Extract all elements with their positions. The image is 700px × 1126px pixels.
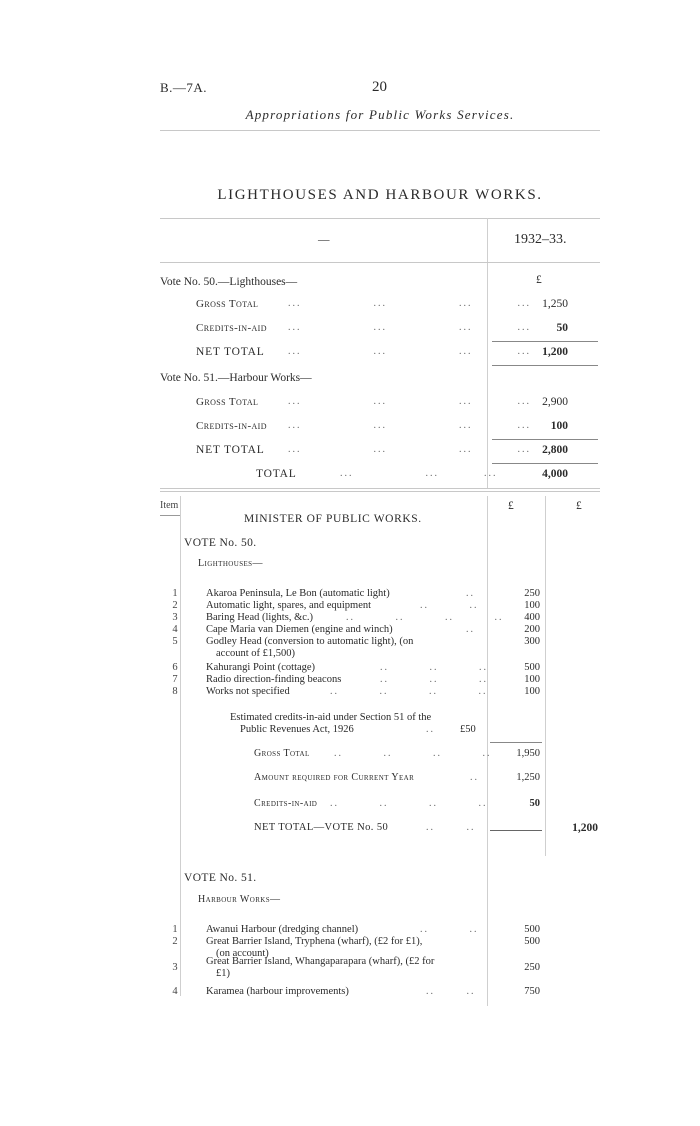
harbour-works-subheading: Harbour Works— — [198, 894, 281, 905]
vote-51-heading: VOTE No. 51. — [184, 872, 257, 884]
item-value: 400 — [524, 612, 540, 623]
page-number: 20 — [372, 79, 387, 95]
item-value: 200 — [524, 624, 540, 635]
item-description: Karamea (harbour improvements) — [206, 986, 349, 997]
item-description: Kahurangi Point (cottage) — [206, 662, 316, 673]
detail-pound-sign-1: £ — [508, 500, 514, 512]
item-column-header: Item — [160, 500, 179, 511]
item-description: Great Barrier Island, Whangaparapara (wharf), (£2 for — [206, 956, 435, 967]
estimated-credits-note: Estimated credits-in-aid under Section 51 of the — [230, 712, 432, 723]
summary-bottom-rule — [160, 488, 600, 489]
v51-gross-total-value: 2,900 — [542, 396, 568, 408]
v50-gross-total-value-detail: 1,950 — [516, 748, 540, 759]
v50-credits-value-detail: 50 — [529, 798, 540, 809]
detail-column-divider-2 — [545, 496, 546, 856]
item-value: 100 — [524, 686, 540, 697]
item-description: Radio direction-finding beacons — [206, 674, 342, 685]
item-value: 300 — [524, 636, 540, 647]
header-rule — [160, 130, 600, 131]
v51-net-total-value: 2,800 — [542, 444, 568, 456]
item-number: 8 — [172, 686, 178, 697]
section-title: LIGHTHOUSES AND HARBOUR WORKS. — [217, 187, 543, 203]
item-number: 7 — [172, 674, 178, 685]
v50-gross-total-label: Gross Total — [196, 298, 259, 310]
item-value: 500 — [524, 662, 540, 673]
item-value: 100 — [524, 674, 540, 685]
item-value: 250 — [524, 962, 540, 973]
summary-pound-sign: £ — [536, 274, 542, 286]
v51-net-total-label: NET TOTAL — [196, 444, 265, 456]
item-number: 6 — [172, 662, 178, 673]
item-description-continued: account of £1,500) — [216, 648, 296, 659]
item-value: 250 — [524, 588, 540, 599]
item-value: 750 — [524, 986, 540, 997]
item-number: 1 — [172, 588, 178, 599]
item-number: 3 — [172, 962, 178, 973]
v50-credits-value: 50 — [556, 322, 568, 334]
item-number: 4 — [172, 986, 178, 997]
vote-51-summary-label: Vote No. 51.—Harbour Works— — [160, 372, 312, 384]
v51-gross-total-label: Gross Total — [196, 396, 259, 408]
page-heading: Appropriations for Public Works Services. — [245, 107, 515, 122]
vote-50-heading: VOTE No. 50. — [184, 537, 257, 549]
item-value: 500 — [524, 924, 540, 935]
amount-required-value: 1,250 — [516, 772, 540, 783]
estimated-credits-note-continued: Public Revenues Act, 1926 — [240, 724, 354, 735]
item-number: 4 — [172, 624, 178, 635]
item-number: 2 — [172, 600, 178, 611]
item-value: 100 — [524, 600, 540, 611]
summary-column-year: 1932–33. — [514, 232, 567, 247]
summary-column-dash: — — [318, 234, 330, 246]
item-description: Godley Head (conversion to automatic light), (on — [206, 636, 414, 647]
item-number: 1 — [172, 924, 178, 935]
amount-required-label: Amount required for Current Year — [254, 772, 415, 783]
document-reference: B.—7A. — [160, 80, 208, 95]
v50-net-total-label-detail: NET TOTAL—VOTE No. 50 — [254, 822, 389, 833]
vote-50-summary-label: Vote No. 50.—Lighthouses— — [160, 276, 298, 288]
item-number: 5 — [172, 636, 178, 647]
v50-gross-total-value: 1,250 — [542, 298, 568, 310]
minister-heading: MINISTER OF PUBLIC WORKS. — [244, 513, 422, 525]
summary-total-value: 4,000 — [542, 468, 568, 480]
v50-credits-label: Credits-in-aid — [196, 322, 267, 334]
item-description: Automatic light, spares, and equipment — [206, 600, 372, 611]
item-description-continued: £1) — [216, 968, 230, 979]
item-description: Awanui Harbour (dredging channel) — [206, 924, 359, 935]
v50-net-total-value: 1,200 — [542, 346, 568, 358]
v50-credits-label-detail: Credits-in-aid — [254, 798, 318, 809]
item-column-divider — [180, 496, 181, 996]
v50-net-total-label: NET TOTAL — [196, 346, 265, 358]
lighthouses-subheading: Lighthouses— — [198, 558, 263, 569]
item-description-continued: (on account) — [216, 948, 269, 959]
item-description: Works not specified — [206, 686, 290, 697]
summary-total-label: TOTAL — [256, 468, 297, 480]
summary-top-rule — [160, 218, 600, 219]
v50-gross-total-label-detail: Gross Total — [254, 748, 310, 759]
v51-credits-label: Credits-in-aid — [196, 420, 267, 432]
summary-header-rule — [160, 262, 600, 263]
item-description: Akaroa Peninsula, Le Bon (automatic light) — [206, 588, 390, 599]
estimated-credits-value: £50 — [460, 724, 476, 735]
v50-net-total-value-detail: 1,200 — [572, 822, 598, 834]
item-description: Baring Head (lights, &c.) — [206, 612, 314, 623]
v51-credits-value: 100 — [550, 420, 568, 432]
item-number: 3 — [172, 612, 178, 623]
item-description: Cape Maria van Diemen (engine and winch) — [206, 624, 393, 635]
item-number: 2 — [172, 936, 178, 947]
item-value: 500 — [524, 936, 540, 947]
detail-pound-sign-2: £ — [576, 500, 582, 512]
item-description: Great Barrier Island, Tryphena (wharf), (£2 for £1), — [206, 936, 423, 947]
